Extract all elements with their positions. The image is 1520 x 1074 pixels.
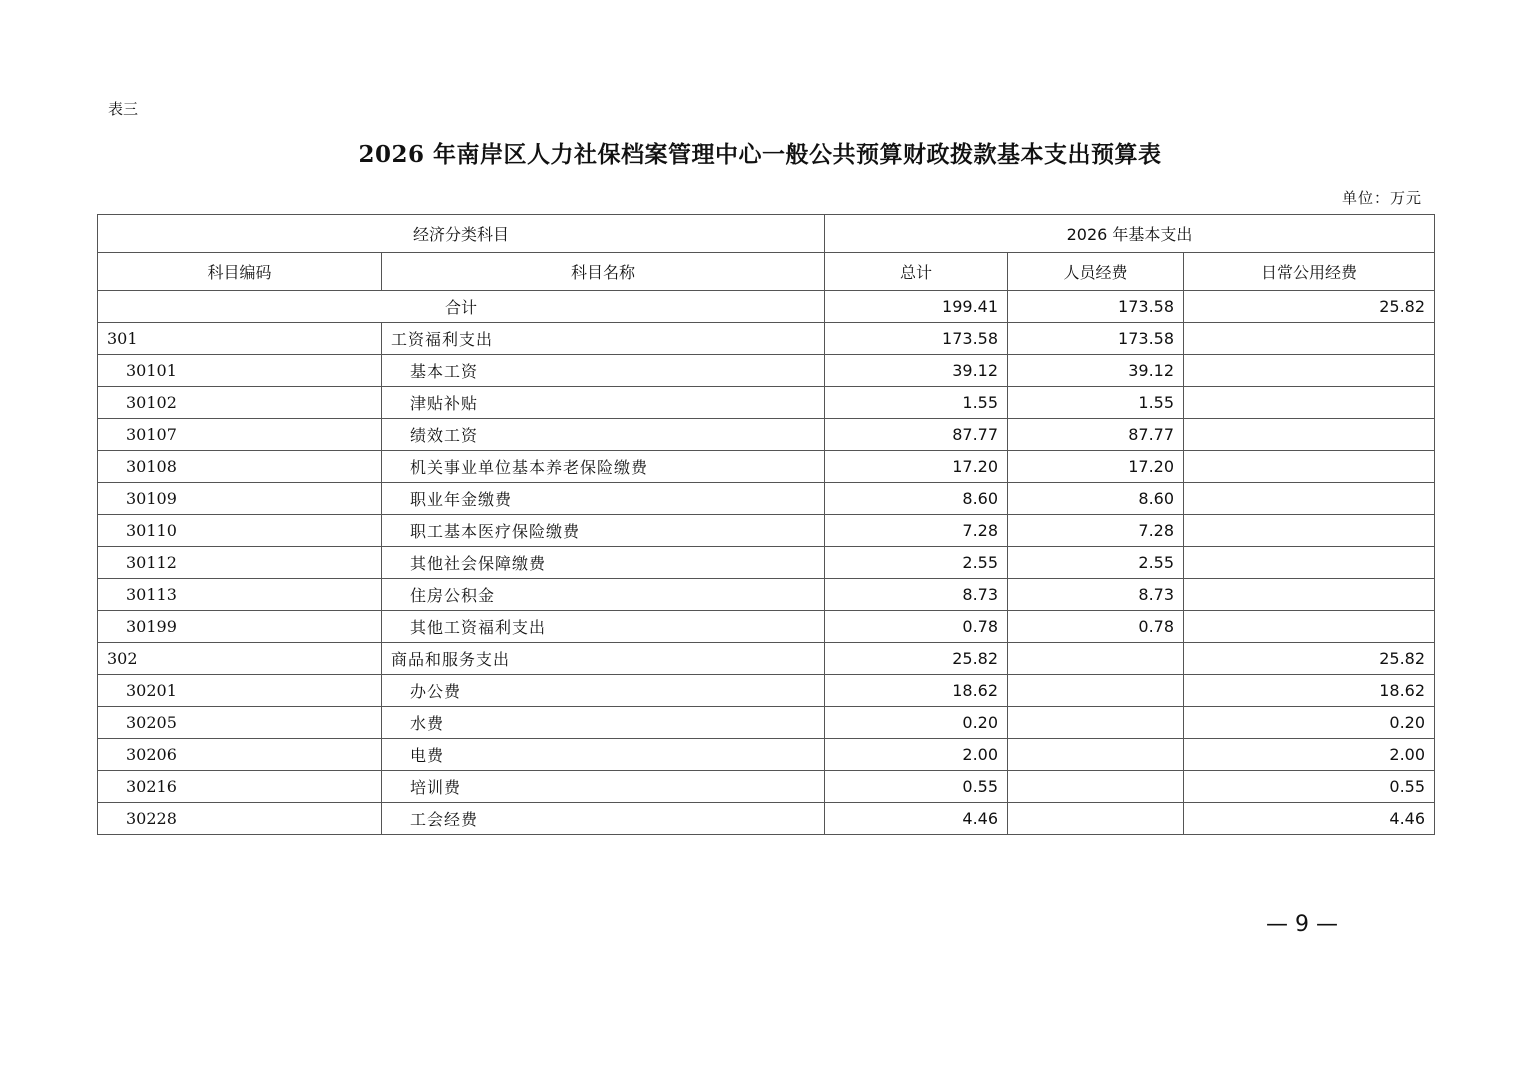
row-public xyxy=(1184,419,1435,451)
row-code: 30109 xyxy=(98,483,382,515)
row-public: 0.20 xyxy=(1184,707,1435,739)
budget-table xyxy=(97,214,1435,835)
row-personnel: 2.55 xyxy=(1008,547,1184,579)
row-code: 30108 xyxy=(98,451,382,483)
row-public: 18.62 xyxy=(1184,675,1435,707)
table-row xyxy=(98,323,1435,355)
row-total: 4.46 xyxy=(825,803,1008,835)
page-number: — 9 — xyxy=(1266,912,1338,937)
row-total: 0.55 xyxy=(825,771,1008,803)
total-label: 合计 xyxy=(98,291,825,323)
header-code: 科目编码 xyxy=(98,253,382,291)
row-personnel xyxy=(1008,739,1184,771)
table-body xyxy=(98,291,1435,835)
row-name: 其他社会保障缴费 xyxy=(382,547,825,579)
table-row xyxy=(98,739,1435,771)
row-name: 工会经费 xyxy=(382,803,825,835)
row-personnel xyxy=(1008,643,1184,675)
row-total: 2.00 xyxy=(825,739,1008,771)
total-personnel: 173.58 xyxy=(1008,291,1184,323)
row-personnel: 87.77 xyxy=(1008,419,1184,451)
row-personnel: 7.28 xyxy=(1008,515,1184,547)
header-name: 科目名称 xyxy=(382,253,825,291)
row-personnel xyxy=(1008,803,1184,835)
row-personnel xyxy=(1008,707,1184,739)
row-code: 30205 xyxy=(98,707,382,739)
table-row xyxy=(98,355,1435,387)
row-total: 173.58 xyxy=(825,323,1008,355)
row-personnel xyxy=(1008,675,1184,707)
row-code: 30216 xyxy=(98,771,382,803)
row-name: 培训费 xyxy=(382,771,825,803)
row-total: 2.55 xyxy=(825,547,1008,579)
row-code: 30107 xyxy=(98,419,382,451)
row-total: 8.60 xyxy=(825,483,1008,515)
row-public: 2.00 xyxy=(1184,739,1435,771)
table-row xyxy=(98,419,1435,451)
table-row xyxy=(98,771,1435,803)
row-name: 机关事业单位基本养老保险缴费 xyxy=(382,451,825,483)
table-row xyxy=(98,483,1435,515)
row-code: 30110 xyxy=(98,515,382,547)
row-total: 0.20 xyxy=(825,707,1008,739)
row-name: 水费 xyxy=(382,707,825,739)
row-total: 1.55 xyxy=(825,387,1008,419)
row-code: 30112 xyxy=(98,547,382,579)
row-name: 其他工资福利支出 xyxy=(382,611,825,643)
row-public xyxy=(1184,323,1435,355)
row-name: 住房公积金 xyxy=(382,579,825,611)
table-row xyxy=(98,707,1435,739)
row-total: 25.82 xyxy=(825,643,1008,675)
row-public: 0.55 xyxy=(1184,771,1435,803)
row-personnel: 1.55 xyxy=(1008,387,1184,419)
row-code: 30113 xyxy=(98,579,382,611)
row-public xyxy=(1184,611,1435,643)
row-public xyxy=(1184,451,1435,483)
row-personnel: 0.78 xyxy=(1008,611,1184,643)
row-public xyxy=(1184,579,1435,611)
row-name: 电费 xyxy=(382,739,825,771)
row-personnel xyxy=(1008,771,1184,803)
row-total: 17.20 xyxy=(825,451,1008,483)
row-public: 4.46 xyxy=(1184,803,1435,835)
table-row xyxy=(98,547,1435,579)
row-code: 30206 xyxy=(98,739,382,771)
table-label: 表三 xyxy=(108,100,139,118)
total-public: 25.82 xyxy=(1184,291,1435,323)
row-personnel: 8.60 xyxy=(1008,483,1184,515)
table-row xyxy=(98,803,1435,835)
row-code: 302 xyxy=(98,643,382,675)
row-code: 30199 xyxy=(98,611,382,643)
row-total: 39.12 xyxy=(825,355,1008,387)
row-name: 绩效工资 xyxy=(382,419,825,451)
row-total: 0.78 xyxy=(825,611,1008,643)
header-economic-category: 经济分类科目 xyxy=(98,215,825,253)
header-public: 日常公用经费 xyxy=(1184,253,1435,291)
row-public xyxy=(1184,515,1435,547)
row-name: 职工基本医疗保险缴费 xyxy=(382,515,825,547)
table-row xyxy=(98,515,1435,547)
row-name: 基本工资 xyxy=(382,355,825,387)
table-row xyxy=(98,675,1435,707)
table-row xyxy=(98,451,1435,483)
row-public: 25.82 xyxy=(1184,643,1435,675)
row-name: 职业年金缴费 xyxy=(382,483,825,515)
row-name: 商品和服务支出 xyxy=(382,643,825,675)
header-total: 总计 xyxy=(825,253,1008,291)
row-code: 30228 xyxy=(98,803,382,835)
row-personnel: 8.73 xyxy=(1008,579,1184,611)
table-row xyxy=(98,611,1435,643)
row-name: 工资福利支出 xyxy=(382,323,825,355)
row-public xyxy=(1184,387,1435,419)
row-code: 30201 xyxy=(98,675,382,707)
row-personnel: 173.58 xyxy=(1008,323,1184,355)
table-row xyxy=(98,387,1435,419)
row-code: 301 xyxy=(98,323,382,355)
row-total: 87.77 xyxy=(825,419,1008,451)
total-total: 199.41 xyxy=(825,291,1008,323)
header-personnel: 人员经费 xyxy=(1008,253,1184,291)
row-total: 8.73 xyxy=(825,579,1008,611)
unit-label: 单位：万元 xyxy=(1341,189,1422,207)
table-row xyxy=(98,579,1435,611)
row-personnel: 39.12 xyxy=(1008,355,1184,387)
row-code: 30102 xyxy=(98,387,382,419)
total-row xyxy=(98,291,1435,323)
header-basic-expenditure: 2026 年基本支出 xyxy=(825,215,1435,253)
row-public xyxy=(1184,547,1435,579)
table-row xyxy=(98,643,1435,675)
row-public xyxy=(1184,355,1435,387)
row-name: 津贴补贴 xyxy=(382,387,825,419)
row-personnel: 17.20 xyxy=(1008,451,1184,483)
row-total: 18.62 xyxy=(825,675,1008,707)
row-name: 办公费 xyxy=(382,675,825,707)
page-title: 2026 年南岸区人力社保档案管理中心一般公共预算财政拨款基本支出预算表 xyxy=(358,141,1162,168)
row-total: 7.28 xyxy=(825,515,1008,547)
row-code: 30101 xyxy=(98,355,382,387)
row-public xyxy=(1184,483,1435,515)
